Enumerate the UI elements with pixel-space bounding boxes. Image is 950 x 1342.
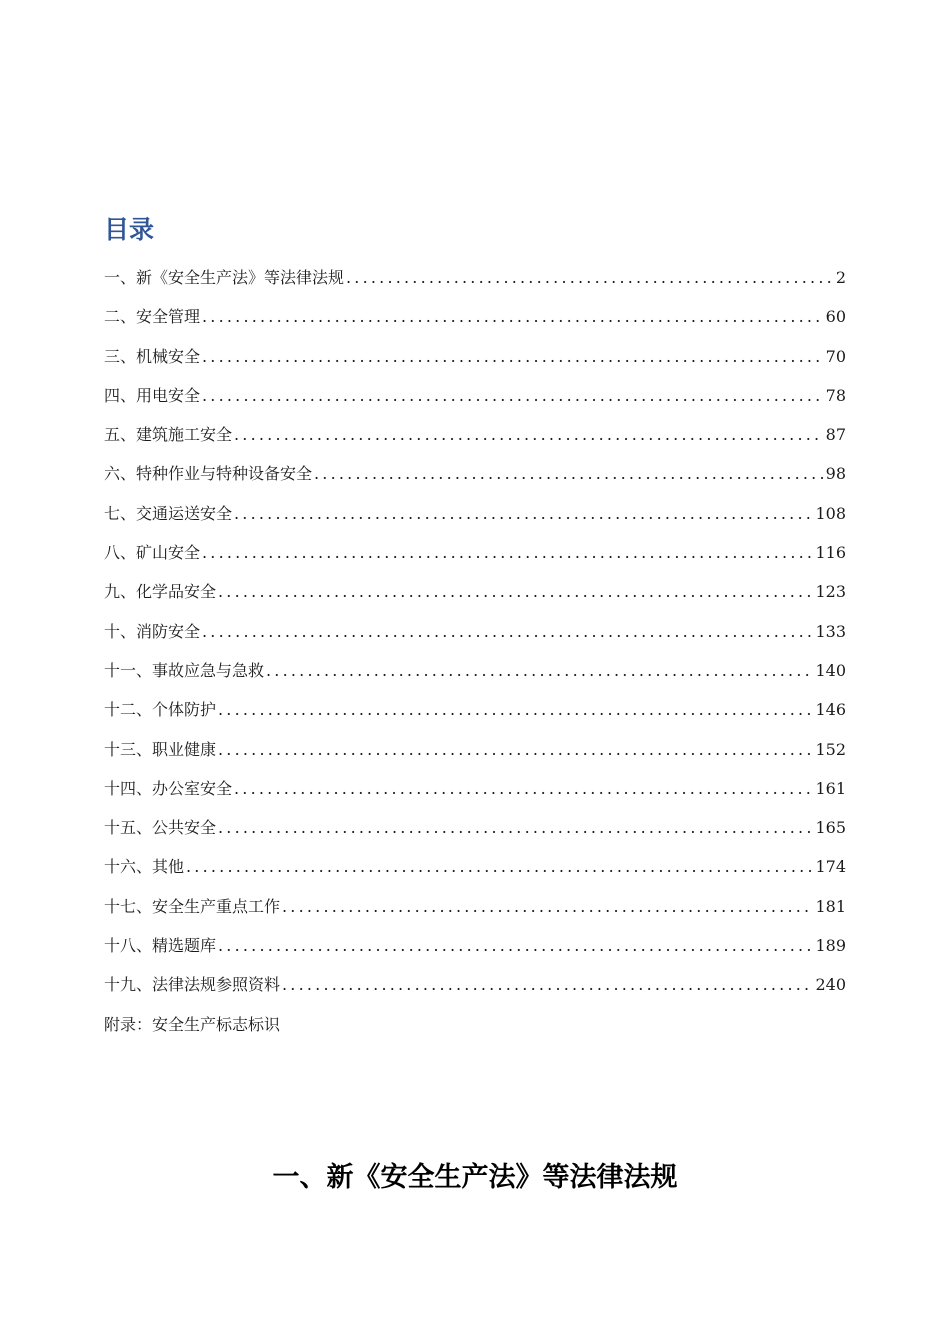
section-heading: 一、新《安全生产法》等法律法规 xyxy=(272,1162,678,1193)
toc-entry[interactable] xyxy=(104,533,846,572)
toc-entry-title[interactable]: 十五、公共安全 xyxy=(104,818,217,838)
toc-leader xyxy=(218,730,813,769)
toc-list xyxy=(104,258,846,1044)
toc-entry-page[interactable]: 87 xyxy=(825,425,846,445)
toc-entry-title[interactable]: 九、化学品安全 xyxy=(104,582,217,602)
toc-entry[interactable] xyxy=(104,965,846,1004)
toc-entry[interactable] xyxy=(104,572,846,611)
toc-entry[interactable] xyxy=(104,297,846,336)
toc-entry-page[interactable]: 189 xyxy=(815,936,846,956)
toc-leader xyxy=(234,769,813,808)
toc-entry[interactable] xyxy=(104,494,846,533)
toc-entry-title[interactable]: 三、机械安全 xyxy=(104,346,201,366)
toc-entry-title[interactable]: 二、安全管理 xyxy=(104,307,201,327)
toc-entry-title[interactable]: 四、用电安全 xyxy=(104,385,201,405)
toc-leader xyxy=(202,337,824,376)
toc-entry-title[interactable]: 五、建筑施工安全 xyxy=(104,425,233,445)
toc-entry-title[interactable]: 一、新《安全生产法》等法律法规 xyxy=(104,268,345,287)
toc-entry[interactable] xyxy=(104,415,846,454)
toc-entry[interactable] xyxy=(104,612,846,651)
toc-entry-title[interactable]: 十四、办公室安全 xyxy=(104,778,233,798)
toc-heading: 目录 xyxy=(104,215,155,244)
toc-entry-title[interactable]: 十一、事故应急与急救 xyxy=(104,660,265,680)
toc-entry[interactable] xyxy=(104,730,846,769)
toc-entry-page[interactable]: 78 xyxy=(825,385,846,405)
toc-entry[interactable] xyxy=(104,690,846,729)
toc-entry[interactable] xyxy=(104,926,846,965)
toc-leader xyxy=(266,651,813,690)
toc-entry-page[interactable]: 174 xyxy=(815,857,846,877)
toc-entry-page[interactable]: 140 xyxy=(815,660,846,680)
toc-entry[interactable] xyxy=(104,847,846,886)
toc-entry-page[interactable]: 2 xyxy=(835,268,846,287)
toc-entry[interactable] xyxy=(104,769,846,808)
toc-leader xyxy=(202,612,813,651)
toc-leader xyxy=(314,454,824,493)
toc-entry[interactable] xyxy=(104,376,846,415)
toc-entry-title[interactable]: 六、特种作业与特种设备安全 xyxy=(104,464,313,484)
toc-entry[interactable] xyxy=(104,258,846,297)
toc-entry-page[interactable]: 165 xyxy=(815,818,846,838)
toc-entry[interactable] xyxy=(104,808,846,847)
toc-entry-title[interactable]: 十九、法律法规参照资料 xyxy=(104,975,281,995)
toc-entry-title[interactable]: 十二、个体防护 xyxy=(104,700,217,720)
toc-leader xyxy=(282,887,813,926)
toc-entry-page[interactable]: 161 xyxy=(815,778,846,798)
toc-entry-title[interactable]: 十六、其他 xyxy=(104,857,185,877)
toc-entry-page[interactable]: 60 xyxy=(825,307,846,327)
toc-entry-title[interactable]: 十七、安全生产重点工作 xyxy=(104,896,281,916)
toc-leader xyxy=(234,415,824,454)
toc-entry[interactable] xyxy=(104,337,846,376)
toc-entry-page[interactable]: 116 xyxy=(815,543,846,563)
toc-entry-title[interactable]: 十、消防安全 xyxy=(104,621,201,641)
toc-leader xyxy=(202,297,824,336)
toc-leader xyxy=(346,258,834,297)
toc-leader xyxy=(218,572,813,611)
toc-leader xyxy=(202,376,824,415)
toc-entry-page[interactable]: 98 xyxy=(825,464,846,484)
toc-entry-title[interactable]: 八、矿山安全 xyxy=(104,543,201,563)
toc-entry-title[interactable]: 七、交通运送安全 xyxy=(104,503,233,523)
toc-leader xyxy=(218,926,813,965)
toc-entry-title[interactable]: 十三、职业健康 xyxy=(104,739,217,759)
toc-entry-page[interactable]: 123 xyxy=(815,582,846,602)
toc-entry[interactable] xyxy=(104,887,846,926)
toc-entry-page[interactable]: 133 xyxy=(815,621,846,641)
toc-entry-title[interactable]: 十八、精选题库 xyxy=(104,936,217,956)
toc-entry-page[interactable]: 108 xyxy=(815,503,846,523)
toc-entry-page[interactable]: 70 xyxy=(825,346,846,366)
toc-appendix[interactable]: 附录：安全生产标志标识 xyxy=(104,1014,281,1034)
toc-entry-page[interactable]: 181 xyxy=(815,896,846,916)
toc-entry-page[interactable]: 146 xyxy=(815,700,846,720)
toc-leader xyxy=(218,690,813,729)
toc-leader xyxy=(186,847,813,886)
toc-leader xyxy=(218,808,813,847)
toc-entry[interactable] xyxy=(104,651,846,690)
toc-entry-page[interactable]: 240 xyxy=(815,975,846,995)
toc-leader xyxy=(202,533,813,572)
toc-entry[interactable] xyxy=(104,454,846,493)
toc-entry-page[interactable]: 152 xyxy=(815,739,846,759)
toc-leader xyxy=(234,494,813,533)
toc-leader xyxy=(282,965,813,1004)
